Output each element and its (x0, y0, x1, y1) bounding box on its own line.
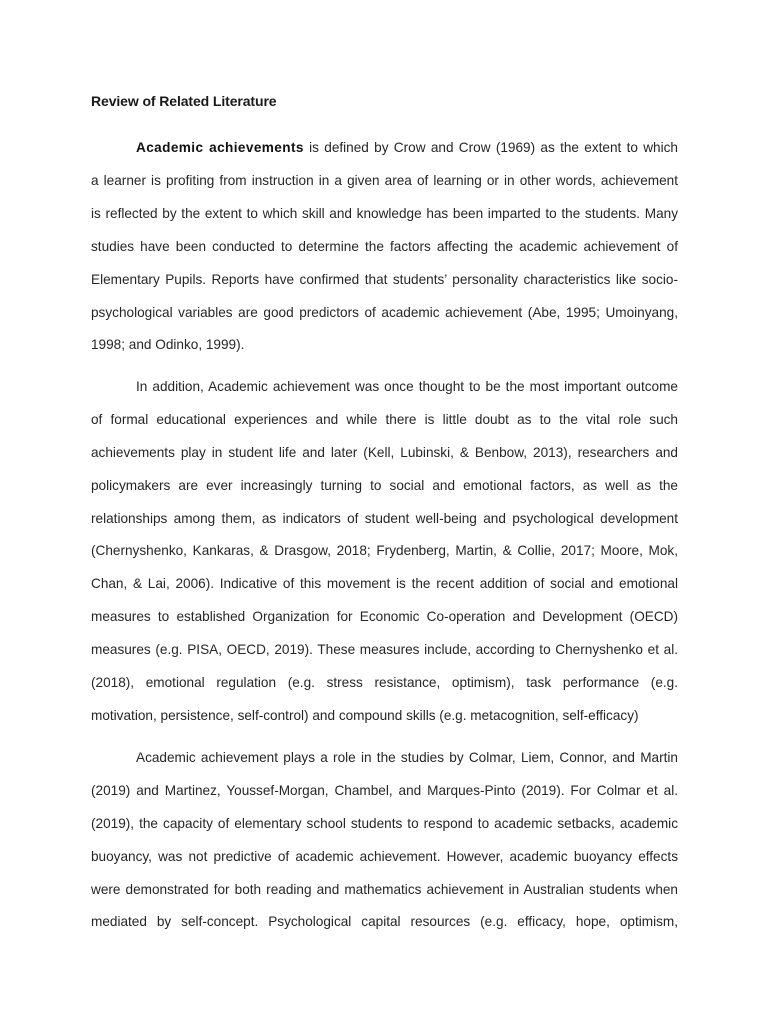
paragraph-3-line-5: were demonstrated for both reading and mathematics achievement in Australian students when (91, 882, 678, 897)
paragraph-2-line-1: In addition, Academic achievement was once thought to be the most important outcome (136, 379, 678, 394)
paragraph-2-line-10: (2018), emotional regulation (e.g. stress resistance, optimism), task performance (e.g. (91, 675, 678, 690)
paragraph-2-line-11: motivation, persistence, self-control) and compound skills (e.g. metacognition, self-efficacy) (91, 708, 639, 723)
paragraph-3-line-4: buoyancy, was not predictive of academic achievement. However, academic buoyancy effects (91, 849, 678, 864)
paragraph-1-line-7: 1998; and Odinko, 1999). (91, 337, 245, 352)
paragraph-2-line-2: of formal educational experiences and while there is little doubt as to the vital role such (91, 412, 678, 427)
paragraph-1-line-3: is reflected by the extent to which skill and knowledge has been imparted to the students. Many (91, 206, 678, 221)
paragraph-2-line-8: measures to established Organization for Economic Co-operation and Development (OECD) (91, 609, 678, 624)
paragraph-2-line-9: measures (e.g. PISA, OECD, 2019). These measures include, according to Chernyshenko et al. (91, 642, 678, 657)
paragraph-2-line-7: Chan, & Lai, 2006). Indicative of this movement is the recent addition of social and emotional (91, 576, 678, 591)
paragraph-1-line-1 (136, 138, 678, 158)
paragraph-2-line-4: policymakers are ever increasingly turning to social and emotional factors, as well as the (91, 478, 678, 493)
defined-term: Academic achievements (136, 140, 304, 155)
paragraph-2-line-3: achievements play in student life and later (Kell, Lubinski, & Benbow, 2013), researchers and (91, 445, 678, 460)
paragraph-3-line-3: (2019), the capacity of elementary school students to respond to academic setbacks, academic (91, 816, 678, 831)
line-text: is defined by Crow and Crow (1969) as the extent to which (303, 140, 678, 155)
paragraph-3-line-6: mediated by self-concept. Psychological capital resources (e.g. efficacy, hope, optimism, (91, 914, 678, 929)
paragraph-2-line-6: (Chernyshenko, Kankaras, & Drasgow, 2018; Frydenberg, Martin, & Collie, 2017; Moore, Mok, (91, 543, 678, 558)
paragraph-1-line-5: Elementary Pupils. Reports have confirmed that students’ personality characteristics like socio- (91, 272, 678, 287)
paragraph-2-line-5: relationships among them, as indicators of student well-being and psychological development (91, 511, 678, 526)
paragraph-3-line-2: (2019) and Martinez, Youssef-Morgan, Chambel, and Marques-Pinto (2019). For Colmar et al. (91, 783, 678, 798)
section-heading: Review of Related Literature (91, 93, 277, 109)
paragraph-3-line-1: Academic achievement plays a role in the studies by Colmar, Liem, Connor, and Martin (136, 750, 678, 765)
paragraph-1-line-4: studies have been conducted to determine the factors affecting the academic achievement of (91, 239, 678, 254)
paragraph-1-line-6: psychological variables are good predictors of academic achievement (Abe, 1995; Umoinyang, (91, 305, 678, 320)
paragraph-1-line-2: a learner is profiting from instruction in a given area of learning or in other words, achievement (91, 173, 678, 188)
